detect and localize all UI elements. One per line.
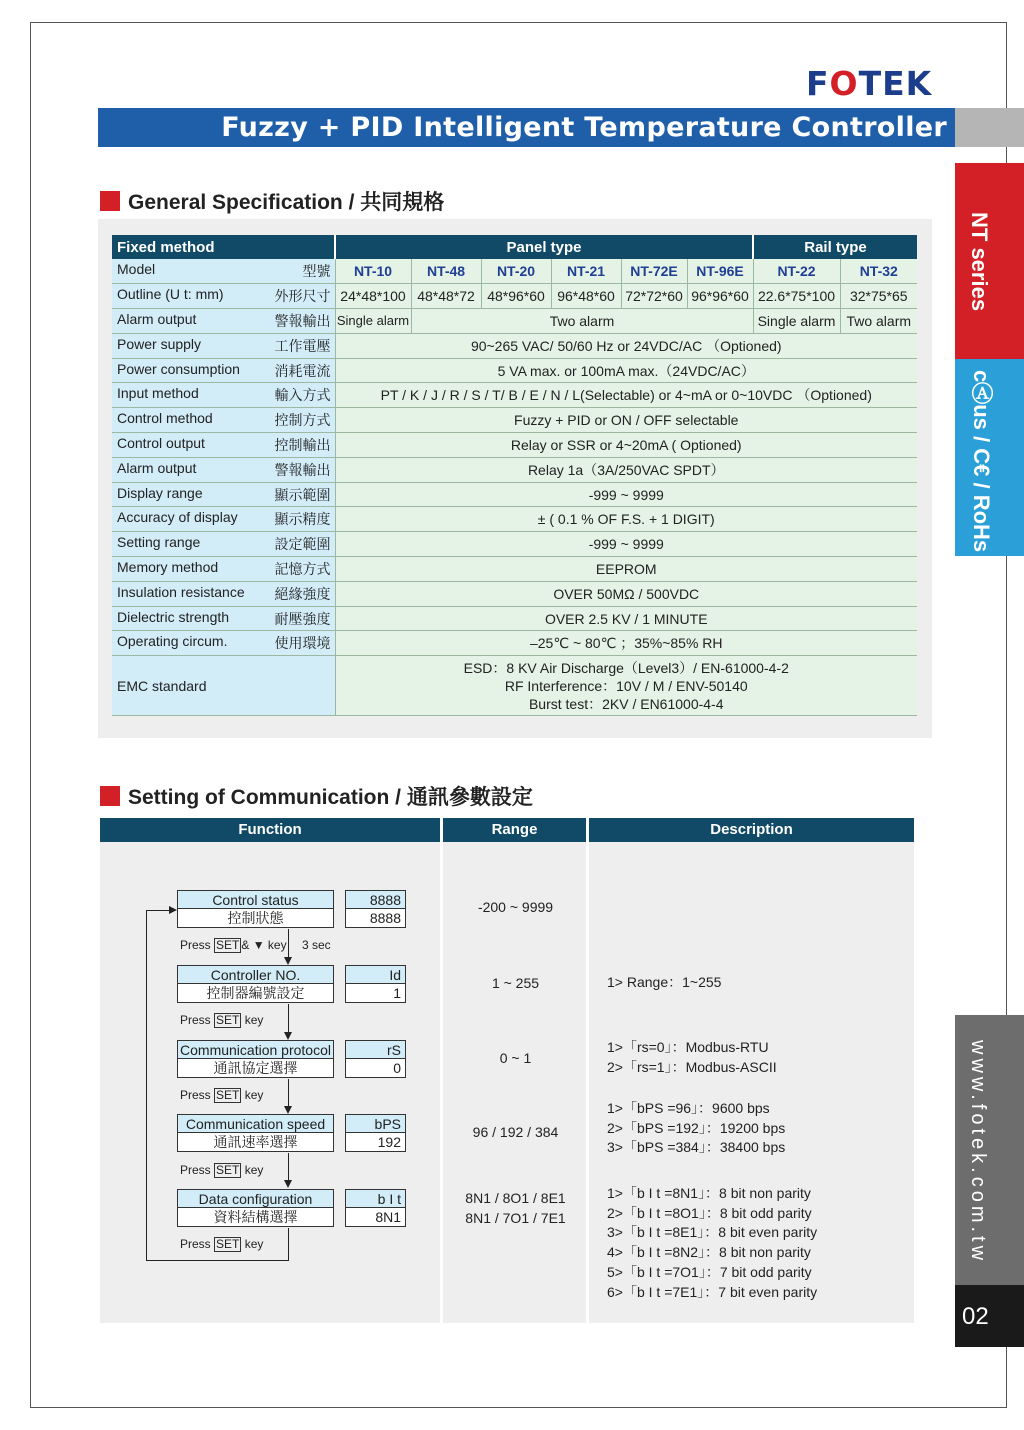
spec-row xyxy=(112,631,917,656)
panel-type-header: Panel type xyxy=(335,235,753,259)
arrow-right-icon xyxy=(169,906,177,914)
step-box: Communication protocol 通訊協定選擇 xyxy=(177,1040,334,1078)
description-header: Description xyxy=(589,818,914,842)
spec-row xyxy=(112,532,917,557)
spec-row xyxy=(112,457,917,482)
column-divider xyxy=(440,818,443,1323)
flow-line xyxy=(288,1079,289,1107)
description-block: 1>「rs=0」：Modbus-RTU 2>「rs=1」：Modbus-ASCII xyxy=(607,1039,777,1075)
row-label: Dielectric strength 耐壓強度 xyxy=(112,606,335,631)
outline-cell: 72*72*60 xyxy=(621,284,687,309)
spec-value: -999 ~ 9999 xyxy=(335,532,917,557)
comm-heading: Setting of Communication / 通訊參數設定 xyxy=(100,781,533,811)
arrow-down-icon xyxy=(284,1106,292,1114)
press-instruction: Press SET key xyxy=(180,1088,264,1102)
flow-line xyxy=(288,1228,289,1260)
model-cell: NT-22 xyxy=(753,259,840,284)
page-title: Fuzzy + PID Intelligent Temperature Controller xyxy=(221,112,947,143)
set-key-icon: SET xyxy=(216,938,240,952)
row-label: Model 型號 xyxy=(112,259,335,284)
press-instruction: Press SET key xyxy=(180,1013,264,1027)
function-header: Function xyxy=(100,818,440,842)
title-bar-tab xyxy=(955,108,1024,147)
row-label: EMC standard xyxy=(112,656,335,716)
description-block: 1>「b I t =8N1」：8 bit non parity 2>「b I t =8O1」：8 bit odd parity 3>「b I t =8E1」：8 bit even parity 4>「b I t =8N2」：8 bit non parity 5>「b I t =7O1」：7 bit odd parity 6>「b I t =7E1」：7 bit even parity xyxy=(607,1185,818,1300)
outline-cell: 24*48*100 xyxy=(335,284,411,309)
row-label: Control output 控制輸出 xyxy=(112,433,335,458)
model-cell: NT-10 xyxy=(335,259,411,284)
display-box: Id 1 xyxy=(345,965,406,1003)
spec-row xyxy=(112,581,917,606)
row-label: Accuracy of display 顯示精度 xyxy=(112,507,335,532)
display-box: rS 0 xyxy=(345,1040,406,1078)
spec-row xyxy=(112,358,917,383)
set-key-icon: SET xyxy=(216,1088,240,1102)
alarm-cell: Two alarm xyxy=(411,309,753,334)
spec-value: EEPROM xyxy=(335,557,917,582)
rail-type-header: Rail type xyxy=(753,235,917,259)
spec-value: Relay 1a（3A/250VAC SPDT） xyxy=(335,457,917,482)
outline-cell: 32*75*65 xyxy=(840,284,917,309)
range-header: Range xyxy=(443,818,586,842)
model-cell: NT-48 xyxy=(411,259,481,284)
flow-line xyxy=(146,910,147,1261)
row-label: Insulation resistance 絕緣強度 xyxy=(112,581,335,606)
arrow-down-icon xyxy=(284,957,292,965)
model-cell: NT-72E xyxy=(621,259,687,284)
step-box: Controller NO. 控制器編號設定 xyxy=(177,965,334,1003)
press-instruction: Press SET key xyxy=(180,1163,264,1177)
arrow-down-icon xyxy=(284,1032,292,1040)
display-box: 8888 8888 xyxy=(345,890,406,928)
spec-value: –25℃ ~ 80℃ ；35%~85% RH xyxy=(335,631,917,656)
section-marker-icon xyxy=(100,786,120,806)
model-cell: NT-96E xyxy=(687,259,753,284)
set-key-icon: SET xyxy=(216,1163,240,1177)
outline-cell: 96*96*60 xyxy=(687,284,753,309)
spec-value: ± ( 0.1 % OF F.S. + 1 DIGIT) xyxy=(335,507,917,532)
spec-row xyxy=(112,383,917,408)
press-instruction: Press SET key xyxy=(180,1237,264,1251)
row-label: Input method 輸入方式 xyxy=(112,383,335,408)
range-value: 0 ~ 1 xyxy=(499,1050,532,1066)
alarm-type-row xyxy=(112,309,917,334)
row-label: Display range 顯示範圍 xyxy=(112,482,335,507)
outline-row xyxy=(112,284,917,309)
spec-value: 90~265 VAC/ 50/60 Hz or 24VDC/AC （Optioned) xyxy=(335,333,917,358)
spec-value: OVER 50MΩ / 500VDC xyxy=(335,581,917,606)
row-label: Power supply 工作電壓 xyxy=(112,333,335,358)
range-value: -200 ~ 9999 xyxy=(477,899,554,915)
row-label: Operating circum. 使用環境 xyxy=(112,631,335,656)
alarm-cell: Single alarm xyxy=(753,309,840,334)
step-box: Data configuration 資料結構選擇 xyxy=(177,1189,334,1227)
spec-row xyxy=(112,557,917,582)
website-label: www.fotek.com.tw xyxy=(967,1040,989,1265)
display-box: bPS 192 xyxy=(345,1114,406,1152)
range-value: 96 / 192 / 384 xyxy=(472,1124,559,1140)
row-label: Alarm output 警報輸出 xyxy=(112,457,335,482)
arrow-down-icon xyxy=(284,1180,292,1188)
model-row xyxy=(112,259,917,284)
model-cell: NT-20 xyxy=(481,259,551,284)
section-marker-icon xyxy=(100,191,120,211)
spec-row xyxy=(112,482,917,507)
set-key-icon: SET xyxy=(216,1013,240,1027)
row-label: Setting range 設定範圍 xyxy=(112,532,335,557)
spec-value: 5 VA max. or 100mA max.（24VDC/AC） xyxy=(335,358,917,383)
spec-row xyxy=(112,333,917,358)
row-label: Alarm output 警報輸出 xyxy=(112,309,335,334)
alarm-cell: Two alarm xyxy=(840,309,917,334)
outline-cell: 96*48*60 xyxy=(551,284,621,309)
emc-row xyxy=(112,656,917,716)
outline-cell: 22.6*75*100 xyxy=(753,284,840,309)
column-divider xyxy=(586,818,589,1323)
description-block: 1>「bPS =96」：9600 bps 2>「bPS =192」：19200 bps 3>「bPS =384」：38400 bps xyxy=(607,1100,786,1156)
row-label: Memory method 記憶方式 xyxy=(112,557,335,582)
spec-row xyxy=(112,606,917,631)
title-bar xyxy=(98,108,955,147)
flow-line xyxy=(146,910,170,911)
flow-line xyxy=(288,1153,289,1181)
spec-value: PT / K / J / R / S / T/ B / E / N / L(Selectable) or 4~mA or 0~10VDC （Optioned) xyxy=(335,383,917,408)
fotek-logo: FOTEK xyxy=(806,64,933,103)
spec-heading: General Specification / 共同規格 xyxy=(100,186,444,216)
spec-table xyxy=(112,235,917,716)
spec-value: OVER 2.5 KV / 1 MINUTE xyxy=(335,606,917,631)
row-label: Outline (U t: mm) 外形尺寸 xyxy=(112,284,335,309)
display-box: b I t 8N1 xyxy=(345,1189,406,1227)
page-number: 02 xyxy=(962,1303,989,1330)
spec-row xyxy=(112,408,917,433)
set-key-icon: SET xyxy=(216,1237,240,1251)
spec-row xyxy=(112,433,917,458)
range-value: 1 ~ 255 xyxy=(491,975,540,991)
step-box: Communication speed 通訊速率選擇 xyxy=(177,1114,334,1152)
alarm-cell: Single alarm xyxy=(335,309,411,334)
description-block: 1> Range：1~255 xyxy=(607,974,722,990)
step-box: Control status 控制狀態 xyxy=(177,890,334,928)
row-label: Power consumption 消耗電流 xyxy=(112,358,335,383)
fixed-method-header: Fixed method xyxy=(112,235,335,259)
spec-header-row xyxy=(112,235,917,259)
model-cell: NT-32 xyxy=(840,259,917,284)
spec-value: Fuzzy + PID or ON / OFF selectable xyxy=(335,408,917,433)
series-label: NT series xyxy=(967,212,992,312)
emc-value: ESD：8 KV Air Discharge（Level3）/ EN-61000-4-2 RF Interference：10V / M / ENV-50140 Burst test：2KV / EN61000-4-4 xyxy=(335,656,917,716)
flow-line xyxy=(146,1260,289,1261)
cert-label: cⒶus / C€ / RoHs xyxy=(969,370,994,553)
range-value: 8N1 / 8O1 / 8E1 8N1 / 7O1 / 7E1 xyxy=(465,1190,566,1226)
press-instruction: Press SET & ▼ key 3 sec xyxy=(180,938,331,952)
spec-row xyxy=(112,507,917,532)
outline-cell: 48*48*72 xyxy=(411,284,481,309)
flow-line xyxy=(288,1004,289,1033)
spec-value: Relay or SSR or 4~20mA ( Optioned) xyxy=(335,433,917,458)
model-cell: NT-21 xyxy=(551,259,621,284)
outline-cell: 48*96*60 xyxy=(481,284,551,309)
spec-value: -999 ~ 9999 xyxy=(335,482,917,507)
row-label: Control method 控制方式 xyxy=(112,408,335,433)
